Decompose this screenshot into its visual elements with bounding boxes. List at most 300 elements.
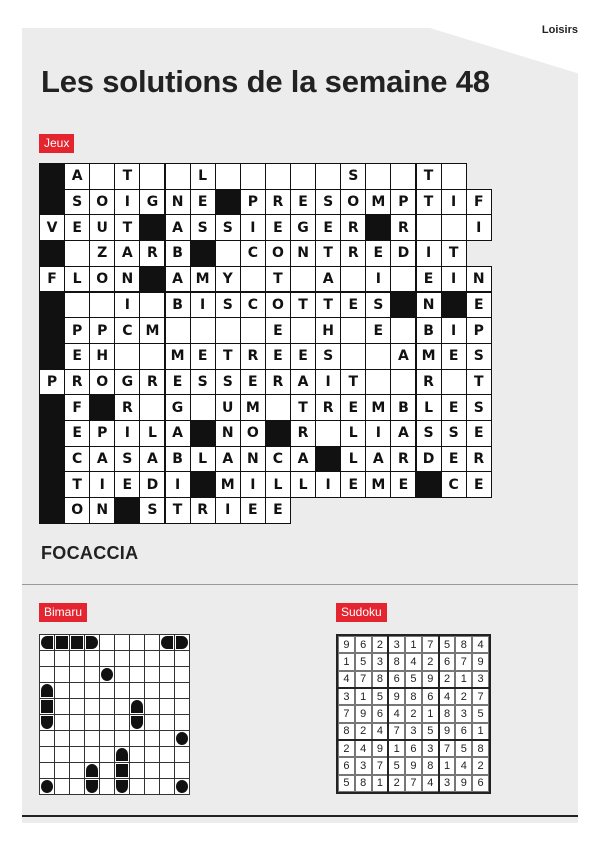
bimaru-cell <box>114 730 130 747</box>
crossword-cell <box>240 163 266 190</box>
crossword-black-cell <box>39 394 65 421</box>
crossword-cell: R <box>340 214 366 241</box>
bimaru-cell <box>144 650 160 667</box>
bimaru-cell <box>129 762 145 779</box>
sudoku-cell: 2 <box>455 688 472 705</box>
sudoku-cell: 1 <box>372 775 389 792</box>
bimaru-cell <box>54 666 70 683</box>
crossword-cell: E <box>441 394 467 421</box>
crossword-cell <box>340 317 366 344</box>
bimaru-cell <box>99 634 115 651</box>
sudoku-cell: 9 <box>439 723 456 740</box>
crossword-cell: S <box>340 163 366 190</box>
bimaru-label: Bimaru <box>39 603 87 622</box>
crossword-cell: I <box>441 189 467 216</box>
bimaru-cell <box>144 746 160 763</box>
crossword-black-cell <box>39 292 65 319</box>
bimaru-cell <box>144 730 160 747</box>
crossword-cell: A <box>89 446 115 473</box>
sudoku-cell: 4 <box>455 757 472 774</box>
crossword-cell: E <box>466 420 492 447</box>
crossword-cell: D <box>416 446 442 473</box>
crossword-cell: C <box>240 240 266 267</box>
crossword-cell: S <box>365 292 391 319</box>
crossword-cell: B <box>165 240 191 267</box>
sudoku-cell: 9 <box>338 636 355 653</box>
crossword-cell: I <box>441 266 467 293</box>
crossword-black-cell <box>265 420 291 447</box>
crossword-cell: E <box>114 471 140 498</box>
sudoku-cell: 2 <box>338 740 355 757</box>
sudoku-cell: 7 <box>338 705 355 722</box>
crossword-cell: S <box>114 446 140 473</box>
sudoku-cell: 3 <box>439 775 456 792</box>
crossword-cell: T <box>441 240 467 267</box>
bimaru-cell <box>39 650 55 667</box>
ship-segment <box>86 636 98 649</box>
bimaru-cell <box>99 762 115 779</box>
crossword-cell: R <box>340 240 366 267</box>
crossword-cell: L <box>416 394 442 421</box>
bimaru-cell <box>69 666 85 683</box>
bimaru-cell <box>174 682 190 699</box>
crossword-black-cell <box>139 266 165 293</box>
crossword-cell: E <box>165 369 191 396</box>
crossword-black-cell <box>39 240 65 267</box>
sudoku-cell: 9 <box>472 653 489 670</box>
sudoku-cell: 3 <box>472 671 489 688</box>
crossword-cell: R <box>315 394 341 421</box>
crossword-cell: G <box>290 214 316 241</box>
crossword-cell <box>441 369 467 396</box>
crossword-cell: O <box>265 240 291 267</box>
crossword-cell: I <box>114 420 140 447</box>
sudoku-cell: 1 <box>388 740 405 757</box>
section-divider <box>22 584 578 585</box>
crossword-cell: E <box>416 266 442 293</box>
crossword-black-cell <box>441 292 467 319</box>
crossword-cell: S <box>190 214 216 241</box>
crossword-cell: D <box>390 240 416 267</box>
bimaru-cell <box>69 762 85 779</box>
crossword-cell: R <box>390 446 416 473</box>
sudoku-cell: 5 <box>405 671 422 688</box>
crossword-cell <box>290 163 316 190</box>
crossword-cell <box>340 343 366 370</box>
bimaru-cell <box>159 666 175 683</box>
crossword-cell: E <box>466 471 492 498</box>
crossword-cell <box>315 420 341 447</box>
crossword-cell: E <box>340 471 366 498</box>
bimaru-cell <box>114 714 130 731</box>
crossword-cell: F <box>39 266 65 293</box>
crossword-cell <box>365 163 391 190</box>
sudoku-cell: 2 <box>388 775 405 792</box>
crossword-cell: O <box>340 189 366 216</box>
crossword-cell: T <box>315 240 341 267</box>
crossword-cell: E <box>340 292 366 319</box>
crossword-cell: B <box>165 446 191 473</box>
crossword-cell <box>215 163 241 190</box>
crossword-cell: S <box>190 369 216 396</box>
crossword-black-cell <box>315 446 341 473</box>
sudoku-cell: 4 <box>355 740 372 757</box>
crossword-cell: L <box>340 420 366 447</box>
crossword-cell: I <box>416 240 442 267</box>
sudoku-cell: 8 <box>338 723 355 740</box>
bimaru-cell <box>99 714 115 731</box>
bimaru-cell <box>39 746 55 763</box>
sudoku-cell: 4 <box>372 723 389 740</box>
crossword-cell: I <box>315 471 341 498</box>
crossword-cell: A <box>390 343 416 370</box>
crossword-cell: S <box>215 369 241 396</box>
crossword-black-cell <box>39 446 65 473</box>
crossword-cell: I <box>215 497 241 524</box>
crossword-black-cell <box>390 292 416 319</box>
bimaru-cell <box>99 698 115 715</box>
sudoku-cell: 7 <box>455 653 472 670</box>
crossword-cell: L <box>190 446 216 473</box>
bimaru-cell <box>144 762 160 779</box>
crossword-cell: M <box>215 471 241 498</box>
crossword-cell <box>441 214 467 241</box>
sudoku-box-divider <box>338 687 489 689</box>
bimaru-cell <box>129 746 145 763</box>
sudoku-cell: 5 <box>472 705 489 722</box>
ship-segment <box>176 636 188 649</box>
crossword-cell: T <box>114 214 140 241</box>
sudoku-cell: 7 <box>439 740 456 757</box>
crossword-cell: L <box>190 163 216 190</box>
bimaru-cell <box>114 634 130 651</box>
sudoku-cell: 5 <box>422 723 439 740</box>
bimaru-cell <box>39 730 55 747</box>
bimaru-cell <box>69 682 85 699</box>
crossword-cell: R <box>139 240 165 267</box>
crossword-cell <box>215 240 241 267</box>
sudoku-cell: 9 <box>455 775 472 792</box>
bimaru-cell <box>159 730 175 747</box>
sudoku-cell: 3 <box>388 636 405 653</box>
sudoku-cell: 2 <box>422 653 439 670</box>
bimaru-cell <box>159 762 175 779</box>
bimaru-cell <box>84 698 100 715</box>
crossword-cell: M <box>190 266 216 293</box>
bottom-rule <box>22 815 578 817</box>
crossword-cell: O <box>240 420 266 447</box>
bimaru-cell <box>159 778 175 795</box>
crossword-cell: N <box>165 189 191 216</box>
crossword-cell: U <box>215 394 241 421</box>
crossword-cell: T <box>165 497 191 524</box>
sudoku-cell: 5 <box>372 688 389 705</box>
crossword-cell: E <box>466 292 492 319</box>
sudoku-cell: 2 <box>439 671 456 688</box>
bimaru-cell <box>54 714 70 731</box>
crossword-cell: M <box>365 394 391 421</box>
sudoku-cell: 7 <box>422 636 439 653</box>
crossword-cell: E <box>265 214 291 241</box>
bimaru-cell <box>99 682 115 699</box>
crossword-cell: G <box>165 394 191 421</box>
crossword-cell: G <box>139 189 165 216</box>
crossword-cell: N <box>240 446 266 473</box>
crossword-black-cell <box>39 317 65 344</box>
crossword-grid <box>39 163 490 523</box>
bimaru-cell <box>159 698 175 715</box>
sudoku-cell: 6 <box>405 740 422 757</box>
crossword-cell: E <box>190 189 216 216</box>
crossword-cell <box>365 343 391 370</box>
crossword-cell: P <box>390 189 416 216</box>
bimaru-cell <box>99 778 115 795</box>
crossword-cell: T <box>64 471 90 498</box>
sudoku-cell: 1 <box>422 705 439 722</box>
crossword-cell: S <box>139 497 165 524</box>
crossword-black-cell <box>114 497 140 524</box>
sudoku-cell: 1 <box>472 723 489 740</box>
bimaru-cell <box>69 730 85 747</box>
bimaru-cell <box>69 746 85 763</box>
sudoku-cell: 6 <box>422 688 439 705</box>
crossword-cell: E <box>441 446 467 473</box>
ship-segment <box>131 716 143 729</box>
ship-segment <box>86 780 98 793</box>
crossword-black-cell <box>190 471 216 498</box>
crossword-black-cell <box>190 420 216 447</box>
sudoku-cell: 3 <box>455 705 472 722</box>
bimaru-cell <box>144 634 160 651</box>
sudoku-cell: 9 <box>372 740 389 757</box>
crossword-cell: E <box>265 497 291 524</box>
bimaru-cell <box>129 730 145 747</box>
bimaru-cell <box>159 714 175 731</box>
crossword-cell: P <box>89 317 115 344</box>
sudoku-cell: 6 <box>455 723 472 740</box>
crossword-cell: O <box>265 292 291 319</box>
ship-segment <box>161 636 173 649</box>
crossword-cell: H <box>315 317 341 344</box>
crossword-cell: O <box>64 497 90 524</box>
crossword-cell: I <box>315 369 341 396</box>
sudoku-cell: 5 <box>388 757 405 774</box>
crossword-cell: I <box>114 189 140 216</box>
crossword-cell: E <box>240 497 266 524</box>
crossword-cell: L <box>265 471 291 498</box>
crossword-cell: S <box>64 189 90 216</box>
crossword-cell: T <box>290 394 316 421</box>
crossword-cell: I <box>190 292 216 319</box>
crossword-cell: R <box>265 189 291 216</box>
sudoku-cell: 3 <box>405 723 422 740</box>
sudoku-cell: 6 <box>372 705 389 722</box>
crossword-cell <box>64 240 90 267</box>
crossword-cell: I <box>89 471 115 498</box>
bimaru-cell <box>174 746 190 763</box>
crossword-cell: R <box>265 369 291 396</box>
crossword-cell: A <box>165 214 191 241</box>
crossword-cell: Z <box>89 240 115 267</box>
crossword-cell: L <box>139 420 165 447</box>
crossword-cell: N <box>215 420 241 447</box>
crossword-cell: U <box>89 214 115 241</box>
bimaru-cell <box>69 714 85 731</box>
sudoku-cell: 1 <box>439 757 456 774</box>
sudoku-cell: 5 <box>338 775 355 792</box>
section-tag: Loisirs <box>541 24 578 36</box>
crossword-cell <box>139 394 165 421</box>
crossword-cell: I <box>114 292 140 319</box>
jeux-label: Jeux <box>39 134 74 153</box>
sudoku-cell: 6 <box>355 636 372 653</box>
crossword-cell: S <box>441 420 467 447</box>
crossword-cell <box>139 292 165 319</box>
bimaru-cell <box>174 650 190 667</box>
crossword-cell: T <box>290 292 316 319</box>
ship-segment <box>176 732 188 745</box>
crossword-cell: R <box>390 214 416 241</box>
crossword-cell: A <box>290 369 316 396</box>
crossword-cell: S <box>315 343 341 370</box>
sudoku-cell: 4 <box>472 636 489 653</box>
crossword-cell: A <box>215 446 241 473</box>
sudoku-cell: 7 <box>388 723 405 740</box>
crossword-cell <box>390 317 416 344</box>
bimaru-cell <box>84 682 100 699</box>
crossword-answer: FOCACCIA <box>41 543 139 563</box>
crossword-black-cell <box>39 471 65 498</box>
sudoku-cell: 6 <box>388 671 405 688</box>
ship-segment <box>116 780 128 793</box>
sudoku-cell: 4 <box>439 688 456 705</box>
crossword-cell: B <box>165 292 191 319</box>
crossword-cell: E <box>265 343 291 370</box>
crossword-cell: L <box>290 471 316 498</box>
sudoku-cell: 7 <box>355 671 372 688</box>
crossword-cell: C <box>240 292 266 319</box>
bimaru-grid <box>39 634 189 794</box>
crossword-cell: I <box>466 214 492 241</box>
crossword-black-cell <box>39 189 65 216</box>
crossword-black-cell <box>89 394 115 421</box>
crossword-cell: R <box>466 446 492 473</box>
crossword-cell: P <box>466 317 492 344</box>
ship-segment <box>131 700 143 713</box>
sudoku-cell: 6 <box>439 653 456 670</box>
crossword-cell <box>190 317 216 344</box>
sudoku-cell: 4 <box>422 775 439 792</box>
sudoku-cell: 2 <box>405 705 422 722</box>
crossword-cell <box>441 163 467 190</box>
crossword-cell: M <box>365 471 391 498</box>
bimaru-cell <box>114 666 130 683</box>
crossword-cell: P <box>39 369 65 396</box>
crossword-cell: E <box>365 240 391 267</box>
crossword-cell: N <box>114 266 140 293</box>
sudoku-cell: 1 <box>338 653 355 670</box>
crossword-cell: M <box>416 343 442 370</box>
crossword-cell: A <box>390 420 416 447</box>
crossword-cell: O <box>89 189 115 216</box>
sudoku-cell: 9 <box>388 688 405 705</box>
bimaru-cell <box>84 730 100 747</box>
crossword-black-cell <box>215 189 241 216</box>
crossword-cell: D <box>139 471 165 498</box>
crossword-cell: S <box>466 394 492 421</box>
crossword-cell: T <box>340 369 366 396</box>
sudoku-cell: 8 <box>372 671 389 688</box>
crossword-black-cell <box>39 163 65 190</box>
crossword-cell: S <box>315 189 341 216</box>
ship-segment <box>41 684 53 697</box>
sudoku-cell: 4 <box>338 671 355 688</box>
sudoku-cell: 1 <box>355 688 372 705</box>
crossword-cell: L <box>64 266 90 293</box>
crossword-cell <box>390 369 416 396</box>
crossword-cell <box>265 394 291 421</box>
crossword-cell: A <box>114 240 140 267</box>
bimaru-cell <box>129 682 145 699</box>
bimaru-cell <box>84 666 100 683</box>
crossword-cell: V <box>39 214 65 241</box>
crossword-cell: Y <box>215 266 241 293</box>
bimaru-cell <box>129 778 145 795</box>
crossword-cell: T <box>265 266 291 293</box>
crossword-cell: E <box>64 214 90 241</box>
crossword-cell: T <box>416 163 442 190</box>
crossword-cell: L <box>340 446 366 473</box>
sudoku-cell: 9 <box>422 671 439 688</box>
crossword-cell: I <box>441 317 467 344</box>
bimaru-cell <box>69 698 85 715</box>
crossword-cell: N <box>416 292 442 319</box>
crossword-cell: E <box>265 317 291 344</box>
crossword-cell: C <box>114 317 140 344</box>
bimaru-cell <box>54 746 70 763</box>
ship-segment <box>41 636 53 649</box>
crossword-cell <box>290 317 316 344</box>
sudoku-cell: 6 <box>472 775 489 792</box>
sudoku-cell: 8 <box>472 740 489 757</box>
bimaru-cell <box>159 746 175 763</box>
sudoku-cell: 7 <box>472 688 489 705</box>
crossword-cell: F <box>466 189 492 216</box>
crossword-cell <box>165 163 191 190</box>
ship-segment <box>116 748 128 761</box>
crossword-cell: E <box>390 471 416 498</box>
crossword-black-cell <box>365 214 391 241</box>
crossword-cell: E <box>290 343 316 370</box>
crossword-cell: T <box>114 163 140 190</box>
crossword-cell: T <box>315 292 341 319</box>
bimaru-cell <box>39 762 55 779</box>
crossword-cell: A <box>64 163 90 190</box>
ship-segment <box>56 636 68 649</box>
crossword-cell: I <box>240 471 266 498</box>
crossword-cell: N <box>89 497 115 524</box>
crossword-cell: I <box>365 420 391 447</box>
crossword-cell <box>165 317 191 344</box>
sudoku-box-divider <box>438 636 440 792</box>
sudoku-cell: 8 <box>439 705 456 722</box>
bimaru-cell <box>69 650 85 667</box>
crossword-cell: M <box>240 394 266 421</box>
crossword-cell <box>190 394 216 421</box>
bimaru-cell <box>114 698 130 715</box>
crossword-cell <box>215 317 241 344</box>
sudoku-label: Sudoku <box>336 603 387 622</box>
